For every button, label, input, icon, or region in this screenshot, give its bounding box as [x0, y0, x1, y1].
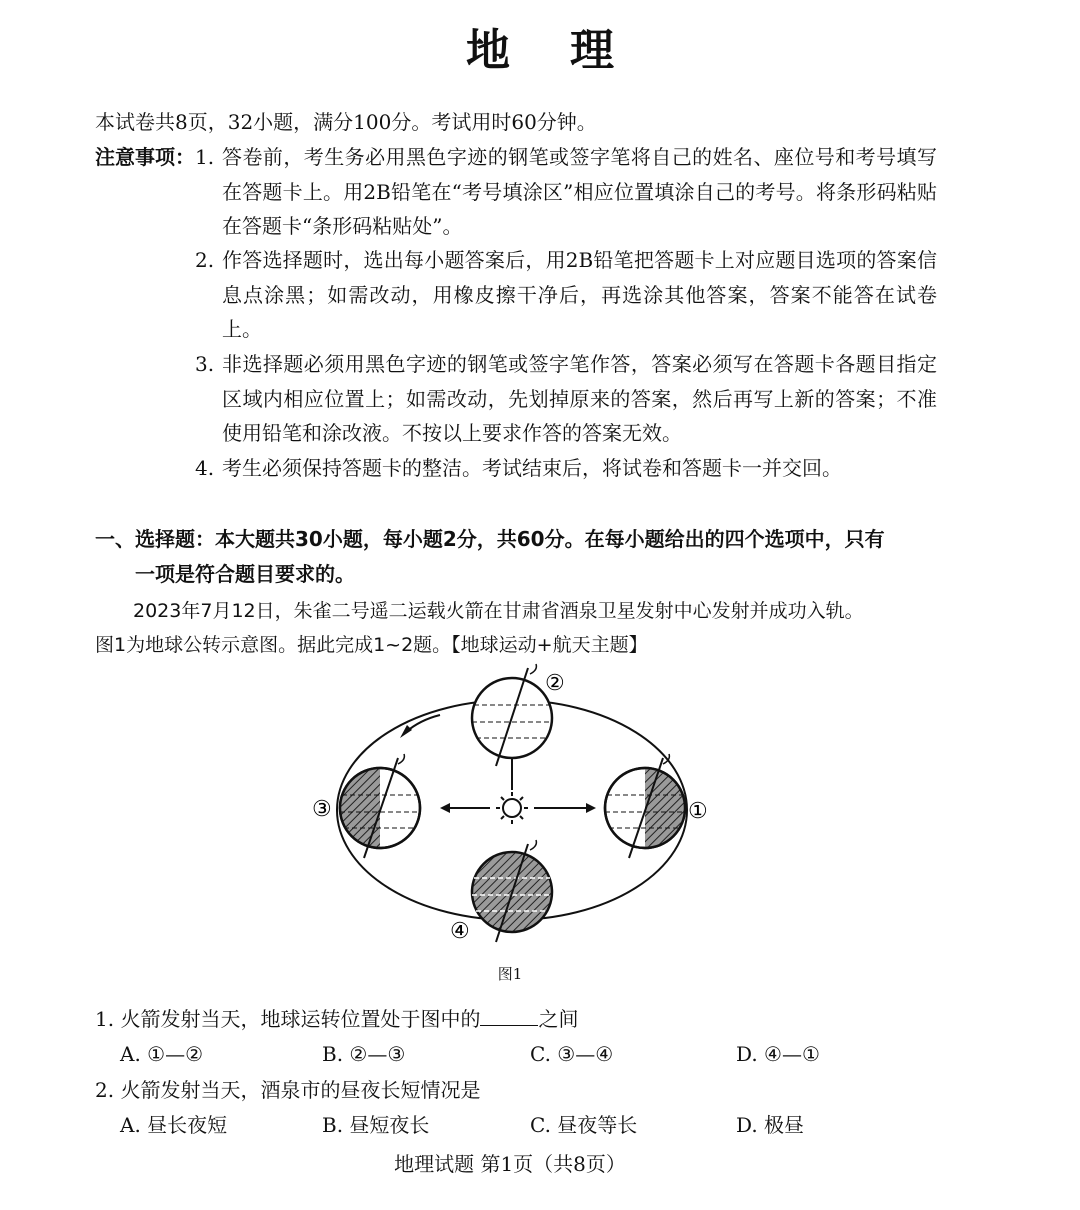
note-number: 4.: [195, 456, 215, 480]
question-1-option-d: D. ④—①: [736, 1042, 820, 1066]
question-1-option-a: A. ①—②: [120, 1042, 204, 1066]
position-label-4: ④: [450, 919, 470, 944]
note-number: 1.: [195, 145, 215, 169]
note-item: 作答选择题时，选出每小题答案后，用2B铅笔把答题卡上对应题目选项的答案信息点涂黑；如需改动，用橡皮擦干净后，再选涂其他答案，答案不能答在试卷上。: [222, 248, 937, 341]
section-heading-cont: 一项是符合题目要求的。: [135, 562, 355, 586]
note-item: 考生必须保持答题卡的整洁。考试结束后，将试卷和答题卡一并交回。: [222, 456, 842, 480]
question-2-option-b: B. 昼短夜长: [322, 1113, 430, 1137]
question-1-text-end: 之间: [538, 1007, 579, 1031]
question-stem: 2023年7月12日，朱雀二号遥二运载火箭在甘肃省酒泉卫星发射中心发射并成功入轨。: [133, 600, 864, 622]
question-stem-cont: 图1为地球公转示意图。据此完成1~2题。【地球运动+航天主题】: [95, 634, 648, 656]
earth-position-1: [605, 754, 685, 858]
earth-position-2: [472, 664, 552, 766]
notes-heading: 注意事项：: [95, 145, 195, 169]
note-number: 2.: [195, 248, 215, 272]
earth-position-3: [340, 754, 420, 858]
question-1-option-c: C. ③—④: [530, 1042, 614, 1066]
note-number: 3.: [195, 352, 215, 376]
earth-orbit-diagram: [300, 660, 740, 950]
note-item: 非选择题必须用黑色字迹的钢笔或签字笔作答，答案必须写在答题卡各题目指定区域内相应位置上；如需改动，先划掉原来的答案，然后再写上新的答案；不准使用铅笔和涂改液。不按以上要求作答的答案无效。: [222, 352, 937, 445]
section-heading: 一、选择题：本大题共30小题，每小题2分，共60分。在每小题给出的四个选项中，只有: [95, 527, 885, 551]
sun-icon: [496, 792, 528, 824]
question-2-option-c: C. 昼夜等长: [530, 1113, 638, 1137]
question-2-stem: 2. 火箭发射当天，酒泉市的昼夜长短情况是: [95, 1078, 481, 1102]
question-2-option-a: A. 昼长夜短: [120, 1113, 228, 1137]
question-2-option-d: D. 极昼: [736, 1113, 805, 1137]
position-label-1: ①: [688, 799, 708, 824]
page-title: 地理: [466, 25, 674, 76]
figure-caption: 图1: [497, 965, 523, 983]
position-label-2: ②: [545, 671, 565, 696]
question-1-option-b: B. ②—③: [322, 1042, 406, 1066]
note-item: 答卷前，考生务必用黑色字迹的钢笔或签字笔将自己的姓名、座位号和考号填写在答题卡上。用2B铅笔在“考号填涂区”相应位置填涂自己的考号。将条形码粘贴在答题卡“条形码粘贴处”。: [222, 145, 937, 238]
exam-intro: 本试卷共8页，32小题，满分100分。考试用时60分钟。: [95, 110, 597, 134]
answer-blank: [480, 1007, 538, 1026]
position-label-3: ③: [312, 797, 332, 822]
earth-position-4: [472, 840, 552, 942]
question-1-text: 1. 火箭发射当天，地球运转位置处于图中的: [95, 1007, 481, 1031]
question-1-stem: [95, 1005, 578, 1033]
page-footer: 地理试题 第1页（共8页）: [394, 1152, 626, 1176]
